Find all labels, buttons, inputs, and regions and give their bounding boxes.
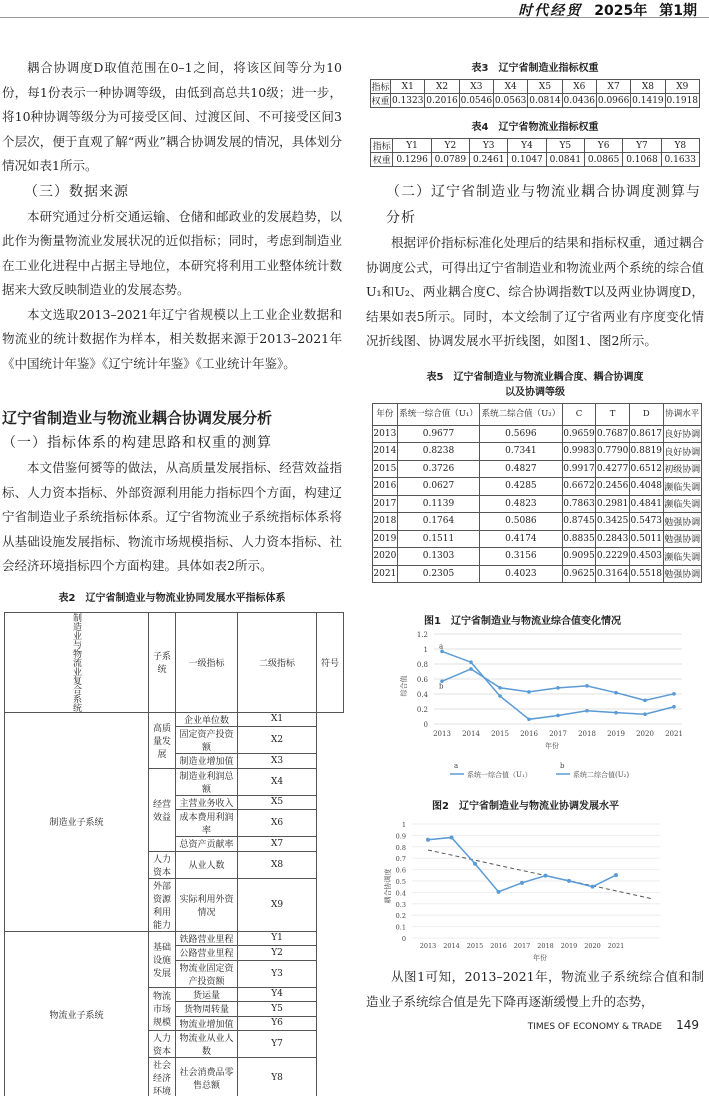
- table-row: [373, 460, 702, 478]
- table5-cell: 0.3164: [596, 565, 630, 583]
- table2-symbol: Y4: [238, 987, 317, 1002]
- table3-caption: 表3 辽宁省制造业指标权重: [366, 59, 704, 74]
- table-cell: Y7: [623, 139, 661, 153]
- table2: [4, 612, 344, 1096]
- y-axis-label: 综合值: [399, 676, 408, 697]
- table2-level1: 高质量发展: [149, 712, 176, 768]
- table2-level2: 固定资产投资额: [176, 727, 238, 754]
- table-cell: 0.1918: [665, 94, 699, 108]
- table2-level1: 经营效益: [149, 768, 176, 851]
- x-tick-label: 2020: [636, 730, 654, 738]
- table5-cell: 0.9983: [562, 443, 596, 461]
- table5-cell: 2013: [373, 425, 398, 443]
- table-cell: 0.0546: [459, 94, 493, 108]
- data-point: [643, 699, 647, 703]
- table-cell: Y3: [470, 139, 508, 153]
- table-header-row: [373, 403, 702, 425]
- table-cell: Y5: [546, 139, 584, 153]
- table2-head: 一级指标: [176, 612, 238, 712]
- table2-level2: 企业单位数: [176, 712, 238, 727]
- y-tick-label: 0: [424, 721, 428, 729]
- table2-symbol: X3: [238, 754, 317, 769]
- table5-cell: 0.2229: [596, 548, 630, 566]
- table2-symbol: Y7: [238, 1031, 317, 1058]
- y-tick-label: 1.2: [417, 631, 428, 639]
- data-point: [556, 714, 560, 718]
- x-axis-label: 年份: [533, 953, 547, 962]
- table5-head: 系统二综合值（U₂）: [480, 403, 562, 425]
- table-row: [373, 548, 702, 566]
- paragraph: 本文借鉴何赟等的做法，从高质量发展指标、经营效益指标、人力资本指标、外部资源利用能力指标四个方面，构建辽宁省制造业子系统指标体系。辽宁省物流业子系统指标体系将从基础设施发展指标、物流市场规模指标、人力资本指标、社会经济环境指标四个方面构建。具体如表2所示。: [2, 456, 342, 579]
- table5-cell: 0.1511: [397, 530, 479, 548]
- table5-cell: 0.5086: [480, 513, 562, 531]
- table-row: [373, 513, 702, 531]
- table5-cell: 0.6512: [629, 460, 663, 478]
- y-tick-label: 0.2: [396, 912, 406, 920]
- paragraph: 本文选取2013–2021年辽宁省规模以上工业企业数据和物流业的统计数据作为样本，相关数据来源于2013–2021年《中国统计年鉴》《辽宁统计年鉴》《工业统计年鉴》。: [2, 303, 342, 377]
- right-column: [366, 56, 704, 583]
- table5-cell: 0.4277: [596, 460, 630, 478]
- y-tick-label: 0.9: [396, 832, 406, 840]
- table2-caption: 表2 辽宁省制造业与物流业协同发展水平指标体系: [2, 589, 342, 604]
- x-tick-label: 2017: [514, 942, 531, 950]
- table2-symbol: X7: [238, 837, 317, 852]
- table5-cell: 0.7863: [562, 495, 596, 513]
- y-tick-label: 0.8: [417, 661, 428, 669]
- data-point: [469, 660, 473, 664]
- table-cell: 权重: [371, 153, 393, 167]
- table2-symbol: X4: [238, 768, 317, 795]
- data-point: [498, 694, 502, 698]
- table2-symbol: Y2: [238, 946, 317, 961]
- table5-cell: 0.5473: [629, 513, 663, 531]
- table2-symbol: Y8: [238, 1058, 317, 1096]
- table5-head: 协调水平: [663, 403, 701, 425]
- x-tick-label: 2018: [578, 730, 596, 738]
- table3: [370, 79, 700, 108]
- table-cell: X8: [631, 80, 665, 94]
- table-cell: 0.1296: [393, 153, 431, 167]
- paragraph: 本研究通过分析交通运输、仓储和邮政业的发展趋势，以此作为衡量物流业发展状况的近似指标；同时，考虑到制造业在工业化进程中占据主导地位，本研究将利用工业整体统计数据来大致反映制造业的发展态势。: [2, 205, 342, 303]
- y-tick-label: 0.2: [417, 706, 428, 714]
- paragraph: 从图1可知，2013–2021年，物流业子系统综合值和制造业子系统综合值是先下降再逐渐缓慢上升的态势，: [366, 965, 704, 1014]
- x-tick-label: 2019: [607, 730, 625, 738]
- table-row: [371, 94, 700, 108]
- y-tick-label: 0.4: [396, 889, 406, 897]
- table-row: [373, 495, 702, 513]
- table5-cell: 0.1139: [397, 495, 479, 513]
- table2-symbol: Y6: [238, 1016, 317, 1031]
- x-tick-label: 2018: [537, 942, 554, 950]
- table2-level1: 人力资本: [149, 1031, 176, 1058]
- header-year: 2025年: [594, 3, 647, 19]
- data-point: [527, 690, 531, 694]
- table-cell: 0.1047: [508, 153, 546, 167]
- section-heading: （二）辽宁省制造业与物流业耦合协调度测算与分析: [366, 179, 704, 231]
- table-cell: 指标: [371, 139, 393, 153]
- table-row: [373, 478, 702, 496]
- data-point: [643, 712, 647, 716]
- legend-label: 系统二综合值(U₂): [573, 770, 629, 779]
- x-tick-label: 2016: [490, 942, 507, 950]
- table5-cell: 0.9095: [562, 548, 596, 566]
- series-line: [442, 669, 674, 700]
- table5-cell: 0.1764: [397, 513, 479, 531]
- table5-cell: 0.4023: [480, 565, 562, 583]
- table-cell: Y8: [661, 139, 699, 153]
- table5: [372, 403, 702, 584]
- page-number: 149: [676, 1018, 699, 1032]
- table5-cell: 0.9917: [562, 460, 596, 478]
- paragraph: 根据评价指标标准化处理后的结果和指标权重，通过耦合协调度公式，可得出辽宁省制造业和物流业两个系统的综合值U₁和U₂、两业耦合度C、综合协调指数T以及两业协调度D，结果如表5所示。同时，本文绘制了辽宁省两业有序度变化情况折线图、协调发展水平折线图，如图1、图2所示。: [366, 231, 704, 354]
- table2-level2: 从业人数: [176, 851, 238, 878]
- table2-symbol: X2: [238, 727, 317, 754]
- footer-journal: TIMES OF ECONOMY & TRADE: [528, 1022, 662, 1032]
- series-marker: b: [439, 682, 444, 690]
- figure2-chart: [380, 816, 680, 966]
- legend-marker: b: [560, 762, 565, 770]
- table5-cell: 0.4827: [480, 460, 562, 478]
- table-cell: 0.2016: [425, 94, 459, 108]
- table5-cell: 0.5518: [629, 565, 663, 583]
- section-heading: （三）数据来源: [2, 179, 342, 205]
- x-tick-label: 2015: [467, 942, 484, 950]
- table2-subsystem: 制造业子系统: [5, 712, 149, 931]
- table-cell: 0.1068: [623, 153, 661, 167]
- data-point: [520, 881, 524, 885]
- table2-symbol: Y1: [238, 931, 317, 946]
- table5-head: C: [562, 403, 596, 425]
- left-column: [2, 56, 342, 1096]
- figure2-caption: 图2 辽宁省制造业与物流业协调发展水平: [432, 797, 619, 812]
- table-row: [371, 153, 700, 167]
- header-issue: 第1期: [659, 3, 697, 19]
- data-point: [473, 862, 477, 866]
- table2-side-label: 制造业与物流业复合系统: [5, 612, 149, 712]
- table4: [370, 138, 700, 167]
- x-tick-label: 2015: [491, 730, 509, 738]
- table2-level2: 公路营业里程: [176, 946, 238, 961]
- y-tick-label: 0: [402, 935, 406, 943]
- table5-cell: 0.6672: [562, 478, 596, 496]
- table-row: [5, 712, 344, 727]
- table5-cell: 2018: [373, 513, 398, 531]
- data-point: [527, 717, 531, 721]
- table2-level2: 制造业增加值: [176, 754, 238, 769]
- table2-subsystem: 物流业子系统: [5, 931, 149, 1096]
- data-point: [556, 686, 560, 690]
- table-cell: 0.0789: [431, 153, 469, 167]
- data-point: [591, 885, 595, 889]
- data-point: [672, 705, 676, 709]
- table5-cell: 0.9677: [397, 425, 479, 443]
- table2-head: 子系统: [149, 612, 176, 712]
- table2-level2: 物流业从业人数: [176, 1031, 238, 1058]
- table2-level1: 外部资源利用能力: [149, 878, 176, 931]
- y-tick-label: 0.8: [396, 844, 406, 852]
- data-point: [469, 667, 473, 671]
- table2-head: 符号: [316, 612, 343, 712]
- x-axis-label: 年份: [545, 741, 559, 750]
- table5-cell: 0.8238: [397, 443, 479, 461]
- table5-cell: 0.1303: [397, 548, 479, 566]
- table5-cell: 0.5011: [629, 530, 663, 548]
- x-tick-label: 2016: [520, 730, 538, 738]
- y-tick-label: 0.5: [396, 878, 406, 886]
- data-point: [614, 691, 618, 695]
- table5-cell: 0.4823: [480, 495, 562, 513]
- x-tick-label: 2013: [420, 942, 437, 950]
- table5-cell: 2021: [373, 565, 398, 583]
- table-row: [371, 139, 700, 153]
- table-cell: 0.1419: [631, 94, 665, 108]
- table-cell: 权重: [371, 94, 391, 108]
- table-cell: X3: [459, 80, 493, 94]
- figure1-chart: [392, 626, 692, 786]
- table-cell: 指标: [371, 80, 391, 94]
- series-marker: a: [439, 642, 443, 650]
- table-cell: 0.0563: [494, 94, 528, 108]
- table-cell: Y4: [508, 139, 546, 153]
- table-cell: 0.0436: [562, 94, 596, 108]
- table2-level1: 社会经济环境: [149, 1058, 176, 1096]
- table5-cell: 0.4503: [629, 548, 663, 566]
- table5-cell: 濒临失调: [663, 478, 701, 496]
- section-heading: （一）指标体系的构建思路和权重的测算: [2, 430, 342, 456]
- x-tick-label: 2020: [584, 942, 601, 950]
- y-tick-label: 0.6: [417, 676, 429, 684]
- table2-level2: 物流业固定资产投资额: [176, 960, 238, 987]
- table5-cell: 0.7687: [596, 425, 630, 443]
- legend-label: 系统一综合值（U₁）: [467, 770, 532, 779]
- table5-cell: 2014: [373, 443, 398, 461]
- table5-cell: 0.3425: [596, 513, 630, 531]
- table5-cell: 2019: [373, 530, 398, 548]
- table5-cell: 勉强协调: [663, 565, 701, 583]
- table2-level2: 社会消费品零售总额: [176, 1058, 238, 1096]
- table-cell: Y2: [431, 139, 469, 153]
- x-tick-label: 2019: [561, 942, 578, 950]
- table-row: [5, 931, 344, 946]
- table2-symbol: Y5: [238, 1002, 317, 1017]
- y-tick-label: 0.4: [417, 691, 429, 699]
- x-tick-label: 2014: [443, 942, 460, 950]
- table5-cell: 2020: [373, 548, 398, 566]
- x-tick-label: 2021: [608, 942, 625, 950]
- data-point: [498, 686, 502, 690]
- table-cell: 0.0966: [596, 94, 630, 108]
- table5-cell: 0.4174: [480, 530, 562, 548]
- table5-cell: 0.8819: [629, 443, 663, 461]
- table5-cell: 0.4285: [480, 478, 562, 496]
- page-footer: [528, 1018, 699, 1032]
- table5-caption: 以及协调等级: [366, 383, 704, 398]
- x-tick-label: 2017: [549, 730, 567, 738]
- table-row: [371, 80, 700, 94]
- table5-cell: 0.8835: [562, 530, 596, 548]
- table2-level2: 物流业增加值: [176, 1016, 238, 1031]
- journal-name: 时代经贸: [518, 3, 582, 19]
- table-cell: X5: [528, 80, 562, 94]
- table2-level2: 制造业利润总额: [176, 768, 238, 795]
- data-point: [426, 838, 430, 842]
- y-tick-label: 0.6: [396, 867, 406, 875]
- table5-cell: 0.5696: [480, 425, 562, 443]
- table2-level1: 物流市场规模: [149, 987, 176, 1031]
- table2-level2: 货运量: [176, 987, 238, 1002]
- x-tick-label: 2021: [665, 730, 683, 738]
- data-point: [585, 684, 589, 688]
- data-point: [450, 835, 454, 839]
- table5-cell: 0.3156: [480, 548, 562, 566]
- table5-cell: 良好协调: [663, 443, 701, 461]
- table2-level2: 成本费用利润率: [176, 810, 238, 837]
- table-cell: 0.0814: [528, 94, 562, 108]
- table5-cell: 0.8617: [629, 425, 663, 443]
- table5-cell: 0.7341: [480, 443, 562, 461]
- y-tick-label: 0.3: [396, 901, 406, 909]
- table-cell: X9: [665, 80, 699, 94]
- table5-head: D: [629, 403, 663, 425]
- table-cell: X2: [425, 80, 459, 94]
- table5-head: T: [596, 403, 630, 425]
- table5-cell: 勉强协调: [663, 530, 701, 548]
- table5-head: 年份: [373, 403, 398, 425]
- table2-symbol: Y3: [238, 960, 317, 987]
- table-cell: X4: [494, 80, 528, 94]
- y-tick-label: 1: [424, 646, 428, 654]
- table2-symbol: X6: [238, 810, 317, 837]
- table5-head: 系统一综合值（U₁）: [397, 403, 479, 425]
- table-cell: Y1: [393, 139, 431, 153]
- x-tick-label: 2013: [433, 730, 451, 738]
- table5-cell: 0.7790: [596, 443, 630, 461]
- table2-symbol: X9: [238, 878, 317, 931]
- table2-level2: 总资产贡献率: [176, 837, 238, 852]
- table5-cell: 0.2456: [596, 478, 630, 496]
- trend-line: [428, 850, 654, 899]
- table5-cell: 2015: [373, 460, 398, 478]
- table-cell: Y6: [584, 139, 622, 153]
- table2-level1: 基础设施发展: [149, 931, 176, 987]
- table2-level2: 主营业务收入: [176, 795, 238, 810]
- table-cell: X1: [391, 80, 425, 94]
- table-cell: 0.0841: [546, 153, 584, 167]
- table5-cell: 0.4841: [629, 495, 663, 513]
- table5-cell: 勉强协调: [663, 513, 701, 531]
- data-point: [567, 879, 571, 883]
- table-cell: 0.2461: [470, 153, 508, 167]
- table5-cell: 良好协调: [663, 425, 701, 443]
- data-point: [614, 711, 618, 715]
- y-tick-label: 0.7: [396, 855, 406, 863]
- figure1-caption: 图1 辽宁省制造业与物流业综合值变化情况: [424, 612, 621, 627]
- table5-cell: 0.2843: [596, 530, 630, 548]
- table2-level2: 实际利用外资情况: [176, 878, 238, 931]
- table2-head: 二级指标: [238, 612, 317, 712]
- x-tick-label: 2014: [462, 730, 480, 738]
- table2-level1: 人力资本: [149, 851, 176, 878]
- legend-marker: a: [454, 762, 458, 770]
- table5-cell: 0.9659: [562, 425, 596, 443]
- table-row: [373, 425, 702, 443]
- y-axis-label: 耦合协调度: [383, 869, 392, 904]
- table5-cell: 2017: [373, 495, 398, 513]
- table5-cell: 初级协调: [663, 460, 701, 478]
- table5-cell: 0.3726: [397, 460, 479, 478]
- table-cell: X6: [562, 80, 596, 94]
- data-point: [614, 873, 618, 877]
- table2-symbol: X8: [238, 851, 317, 878]
- table2-level2: 货物周转量: [176, 1002, 238, 1017]
- table-cell: X7: [596, 80, 630, 94]
- table5-cell: 0.2981: [596, 495, 630, 513]
- data-point: [672, 692, 676, 696]
- section-title: 辽宁省制造业与物流业耦合协调发展分析: [2, 406, 342, 430]
- table-row: [373, 443, 702, 461]
- y-tick-label: 0.1: [396, 924, 406, 932]
- data-point: [497, 890, 501, 894]
- table2-symbol: X5: [238, 795, 317, 810]
- table5-cell: 0.2305: [397, 565, 479, 583]
- table-cell: 0.1323: [391, 94, 425, 108]
- data-point: [585, 709, 589, 713]
- table5-cell: 0.0627: [397, 478, 479, 496]
- table4-caption: 表4 辽宁省物流业指标权重: [366, 118, 704, 133]
- page-header: [506, 0, 697, 20]
- table-row: [373, 530, 702, 548]
- paragraph: 耦合协调度D取值范围在0–1之间，将该区间等分为10份，每1份表示一种协调等级，由低到高总共10级；进一步，将10种协调等级分为可接受区间、过渡区间、不可接受区间3个层次，便于直观了解“两业”耦合协调发展的情况，具体划分情况如表1所示。: [2, 56, 342, 179]
- table5-cell: 0.8745: [562, 513, 596, 531]
- table5-cell: 濒临失调: [663, 495, 701, 513]
- table5-cell: 0.9625: [562, 565, 596, 583]
- table5-cell: 2016: [373, 478, 398, 496]
- table2-level2: 铁路营业里程: [176, 931, 238, 946]
- table-cell: 0.0865: [584, 153, 622, 167]
- y-tick-label: 1: [402, 821, 406, 829]
- table-row: [373, 565, 702, 583]
- data-point: [544, 874, 548, 878]
- table-cell: 0.1633: [661, 153, 699, 167]
- table5-caption: 表5 辽宁省制造业与物流业耦合度、耦合协调度: [366, 368, 704, 383]
- table5-cell: 濒临失调: [663, 548, 701, 566]
- table5-cell: 0.4048: [629, 478, 663, 496]
- table2-symbol: X1: [238, 712, 317, 727]
